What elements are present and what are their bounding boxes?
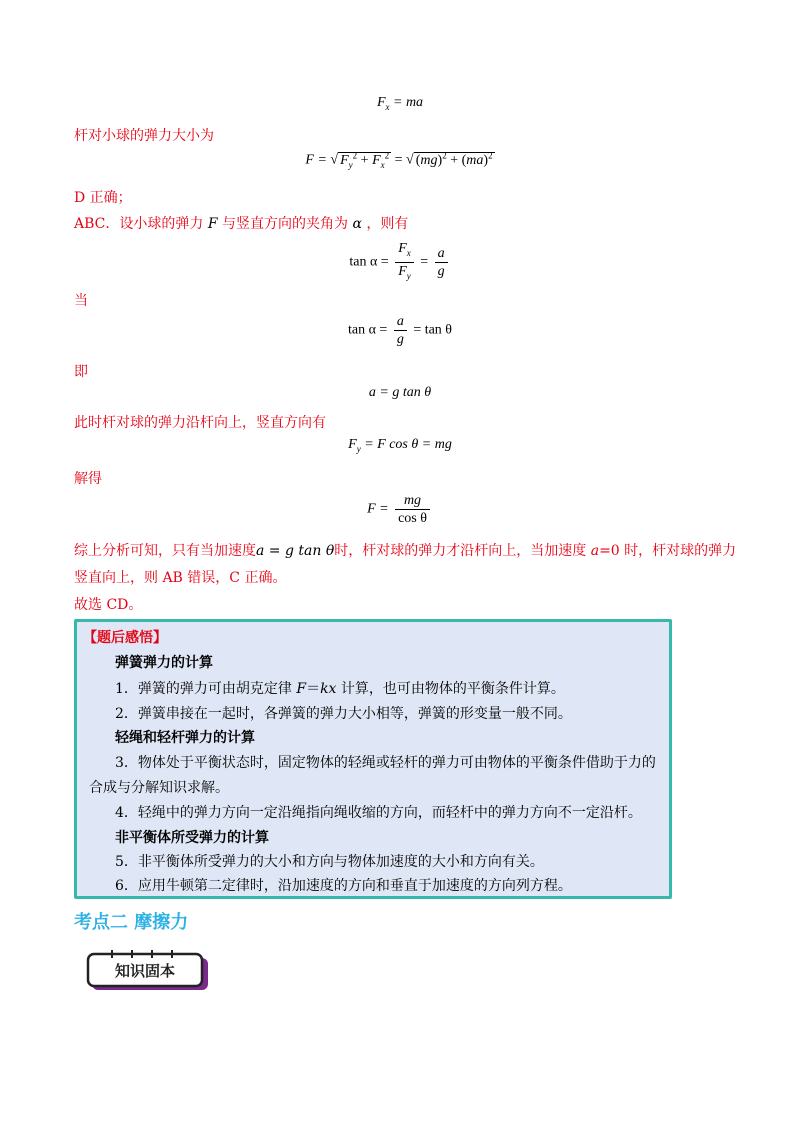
summary-item: 5．非平衡体所受弹力的大小和方向与物体加速度的大小和方向有关。: [115, 854, 544, 870]
summary-heading: 非平衡体所受弹力的计算: [115, 830, 269, 846]
summary-heading: 弹簧弹力的计算: [115, 655, 213, 671]
knowledge-badge: [86, 950, 214, 994]
summary-heading: 轻绳和轻杆弹力的计算: [115, 730, 255, 746]
formula-tan-theta: tan α = $\frac{a}{g}$ = tan θ: [347, 314, 453, 347]
summary-box: [74, 619, 672, 899]
summary-title: 【题后感悟】: [83, 630, 167, 646]
text-line: D 正确；: [74, 190, 132, 206]
formula-fy: $F_y = F$ cos θ = mg: [348, 437, 452, 454]
summary-item: 4．轻绳中的弹力方向一定沿绳指向绳收缩的方向，而轻杆中的弹力方向不一定沿杆。: [115, 805, 642, 821]
formula-a: a = g tan θ: [368, 385, 432, 400]
text-line: 当: [74, 293, 88, 309]
formula-tan-alpha: tan α = $\frac{F_x}{F_y}$ = $\frac{a}{g}$: [0, 240, 800, 285]
formula-f-magnitude: F = √ $F_y^2 + F_x^2$ = √ (mg)$^2$ + (ma)$^2$: [305, 150, 493, 170]
text-line: 杆对小球的弹力大小为: [74, 128, 214, 144]
badge-frame-icon: [86, 950, 214, 994]
badge-label: 知识固本: [114, 962, 176, 980]
text-line: 解得: [74, 471, 102, 487]
summary-item: 合成与分解知识求解。: [89, 780, 229, 796]
text-line: ABC．设小球的弹力 F 与竖直方向的夹角为 α ，则有: [74, 216, 409, 232]
text-line: 竖直向上，则 AB 错误，C 正确。: [74, 570, 287, 586]
summary-item: 3．物体处于平衡状态时，固定物体的轻绳或轻杆的弹力可由物体的平衡条件借助于力的: [115, 755, 656, 771]
summary-item: 1．弹簧的弹力可由胡克定律 F＝kx 计算，也可由物体的平衡条件计算。: [115, 681, 565, 697]
text-line: 综上分析可知，只有当加速度a = g tan θ时，杆对球的弹力才沿杆向上，当加速度 a=0 时，杆对球的弹力: [74, 543, 737, 559]
formula-fx: $F_x$ = ma: [376, 95, 424, 112]
summary-item: 2．弹簧串接在一起时，各弹簧的弹力大小相等，弹簧的形变量一般不同。: [115, 706, 572, 722]
text-line: 即: [74, 364, 88, 380]
summary-item: 6．应用牛顿第二定律时，沿加速度的方向和垂直于加速度的方向列方程。: [115, 878, 572, 894]
text-line: 此时杆对球的弹力沿杆向上，竖直方向有: [74, 415, 326, 431]
formula-f-solution: F = $\frac{mg}{\text{cos θ}}$: [0, 492, 800, 527]
section-title: 考点二 摩擦力: [74, 912, 189, 933]
text-line: 故选 CD。: [74, 597, 143, 613]
